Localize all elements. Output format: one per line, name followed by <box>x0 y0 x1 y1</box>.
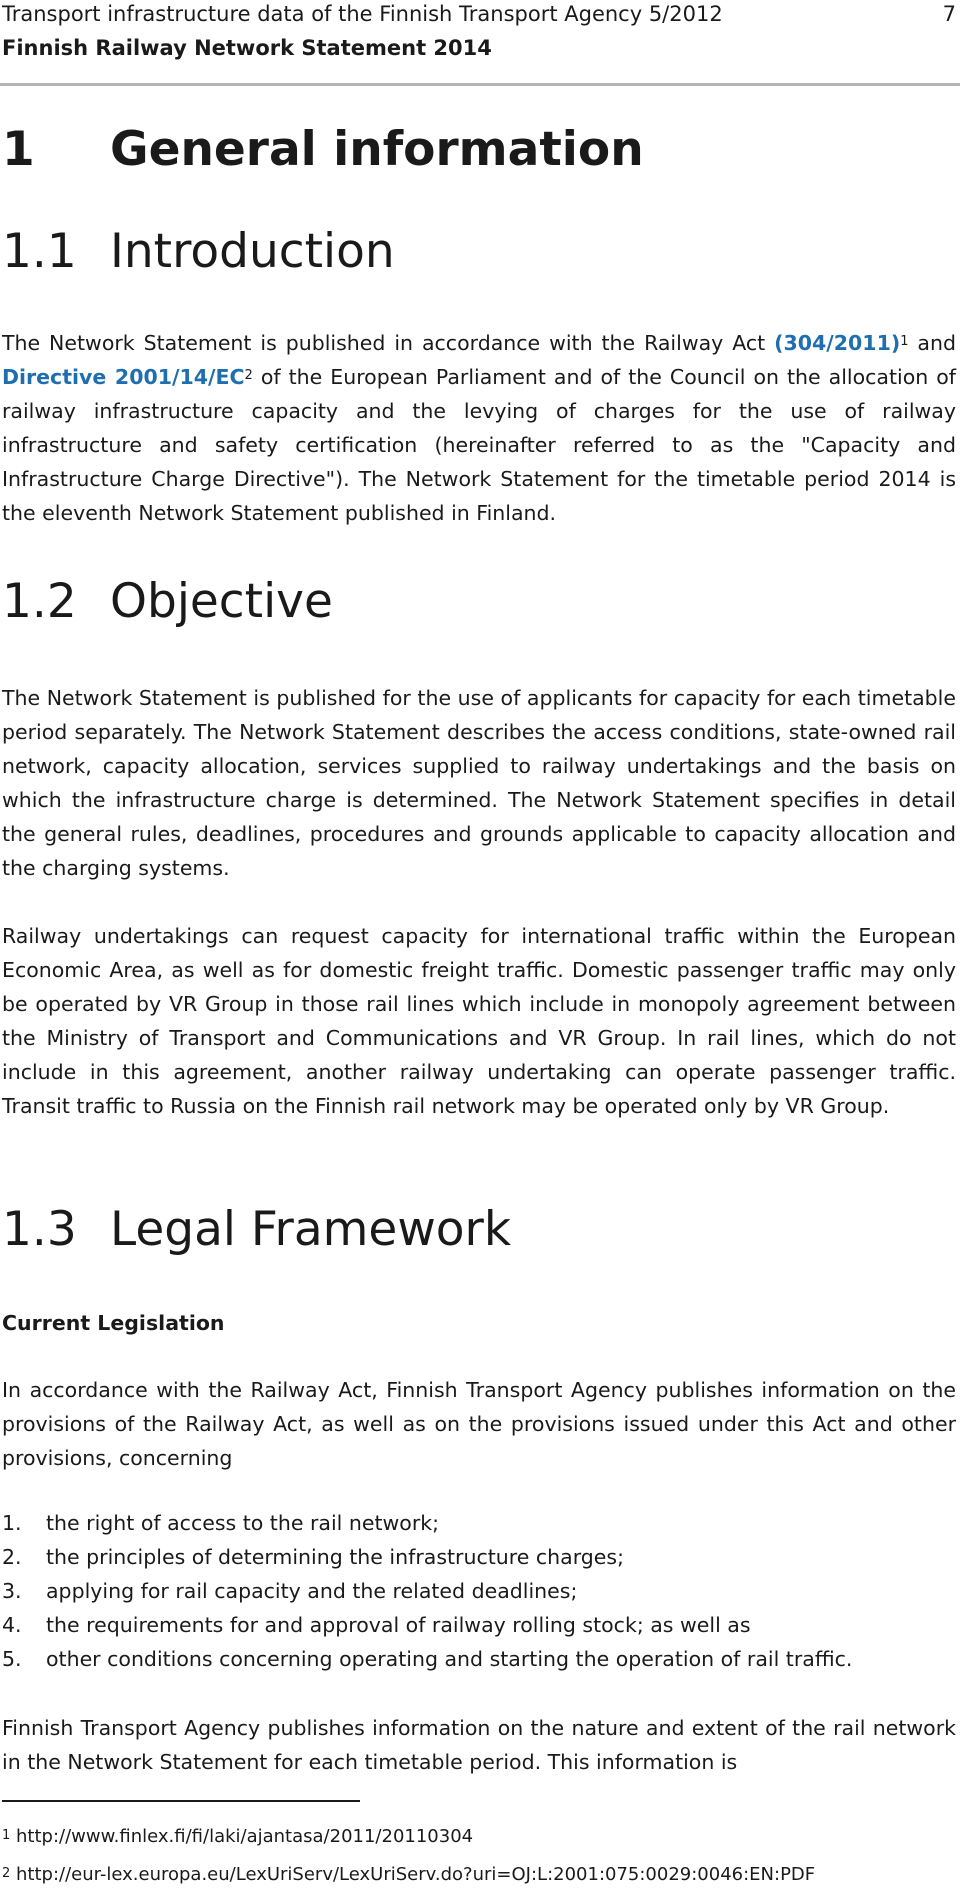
running-header-subtitle: Finnish Railway Network Statement 2014 <box>2 36 492 60</box>
list-text: the principles of determining the infrastructure charges; <box>46 1545 624 1569</box>
list-number: 2. <box>2 1545 22 1569</box>
introduction-paragraph <box>2 326 956 530</box>
chapter-heading <box>2 120 644 180</box>
text-run: The Network Statement is published in accordance with the Railway Act <box>2 331 775 355</box>
footnote-mark: 2 <box>2 1866 11 1881</box>
chapter-title: General information <box>110 122 644 177</box>
list-item <box>2 1608 956 1642</box>
list-item <box>2 1506 956 1540</box>
objective-paragraph-2: Railway undertakings can request capacity for international traffic within the European Economic Area, as well as for domestic freight traffic. Domestic passenger traffic may only be operated by VR Group in those rail lines which include in monopoly agreement between the Ministry of Transport and Communications and VR Group. In rail lines, which do not include in this agreement, another railway undertaking can operate passenger traffic. Transit traffic to Russia on the Finnish rail network may be operated only by VR Group. <box>2 924 956 1118</box>
footnote-url-link[interactable]: http://www.finlex.fi/fi/laki/ajantasa/2011/20110304 <box>10 1826 474 1847</box>
chapter-number: 1 <box>2 122 35 177</box>
section-heading-legal-framework <box>2 1200 511 1260</box>
list-number: 5. <box>2 1647 22 1671</box>
text-run: and <box>908 331 956 355</box>
footnote-ref-2[interactable]: 2 <box>244 368 253 383</box>
list-number: 1. <box>2 1511 22 1535</box>
section-number: 1.3 <box>2 1202 77 1257</box>
list-text: the requirements for and approval of railway rolling stock; as well as <box>46 1613 751 1637</box>
section-heading-introduction <box>2 222 395 282</box>
page-number: 7 <box>942 2 956 26</box>
subheading-current-legislation: Current Legislation <box>2 1311 225 1335</box>
railway-act-link[interactable]: (304/2011) <box>774 331 901 355</box>
list-number: 3. <box>2 1579 22 1603</box>
footnote-url-link[interactable]: http://eur-lex.europa.eu/LexUriServ/LexUriServ.do?uri=OJ:L:2001:075:0029:0046:EN:PDF <box>10 1864 816 1885</box>
section-number: 1.2 <box>2 574 77 629</box>
section-title: Objective <box>110 574 333 629</box>
text-run: of the European Parliament and of the Council on the allocation of railway infrastructure capacity and the levying of charges for the use of railway infrastructure and safety certification (hereinafter referred to as the "Capacity and Infrastructure Charge Directive"). The Network Statement for the timetable period 2014 is the eleventh Network Statement published in Finland. <box>2 365 957 525</box>
section-title: Introduction <box>110 224 395 279</box>
footnote-divider <box>2 1800 360 1802</box>
footnote-mark: 1 <box>2 1828 11 1843</box>
legal-framework-paragraph-2: Finnish Transport Agency publishes information on the nature and extent of the rail network in the Network Statement for each timetable period. This information is <box>2 1716 956 1774</box>
list-text: the right of access to the rail network; <box>46 1511 440 1535</box>
section-number: 1.1 <box>2 224 77 279</box>
running-header-title: Transport infrastructure data of the Finnish Transport Agency 5/2012 <box>2 2 723 26</box>
list-text: applying for rail capacity and the related deadlines; <box>46 1579 578 1603</box>
section-title: Legal Framework <box>110 1202 512 1257</box>
footnote-ref-1[interactable]: 1 <box>900 334 909 349</box>
list-number: 4. <box>2 1613 22 1637</box>
objective-paragraph-1: The Network Statement is published for the use of applicants for capacity for each timetable period separately. The Network Statement describes the access conditions, state-owned rail network, capacity allocation, services supplied to railway undertakings and the basis on which the infrastructure charge is determined. The Network Statement specifies in detail the general rules, deadlines, procedures and grounds applicable to capacity allocation and the charging systems. <box>2 686 956 880</box>
legal-framework-paragraph-1: In accordance with the Railway Act, Finnish Transport Agency publishes information on the provisions of the Railway Act, as well as on the provisions issued under this Act and other provisions, concerning <box>2 1378 956 1470</box>
footnote-1 <box>2 1824 473 1850</box>
list-text: other conditions concerning operating and starting the operation of rail traffic. <box>46 1647 853 1671</box>
directive-link[interactable]: Directive 2001/14/EC <box>2 365 245 389</box>
footnote-2 <box>2 1862 815 1888</box>
section-heading-objective <box>2 572 333 632</box>
header-divider <box>0 83 960 86</box>
list-item <box>2 1642 956 1676</box>
provisions-list <box>2 1506 956 1676</box>
list-item <box>2 1540 956 1574</box>
list-item <box>2 1574 956 1608</box>
